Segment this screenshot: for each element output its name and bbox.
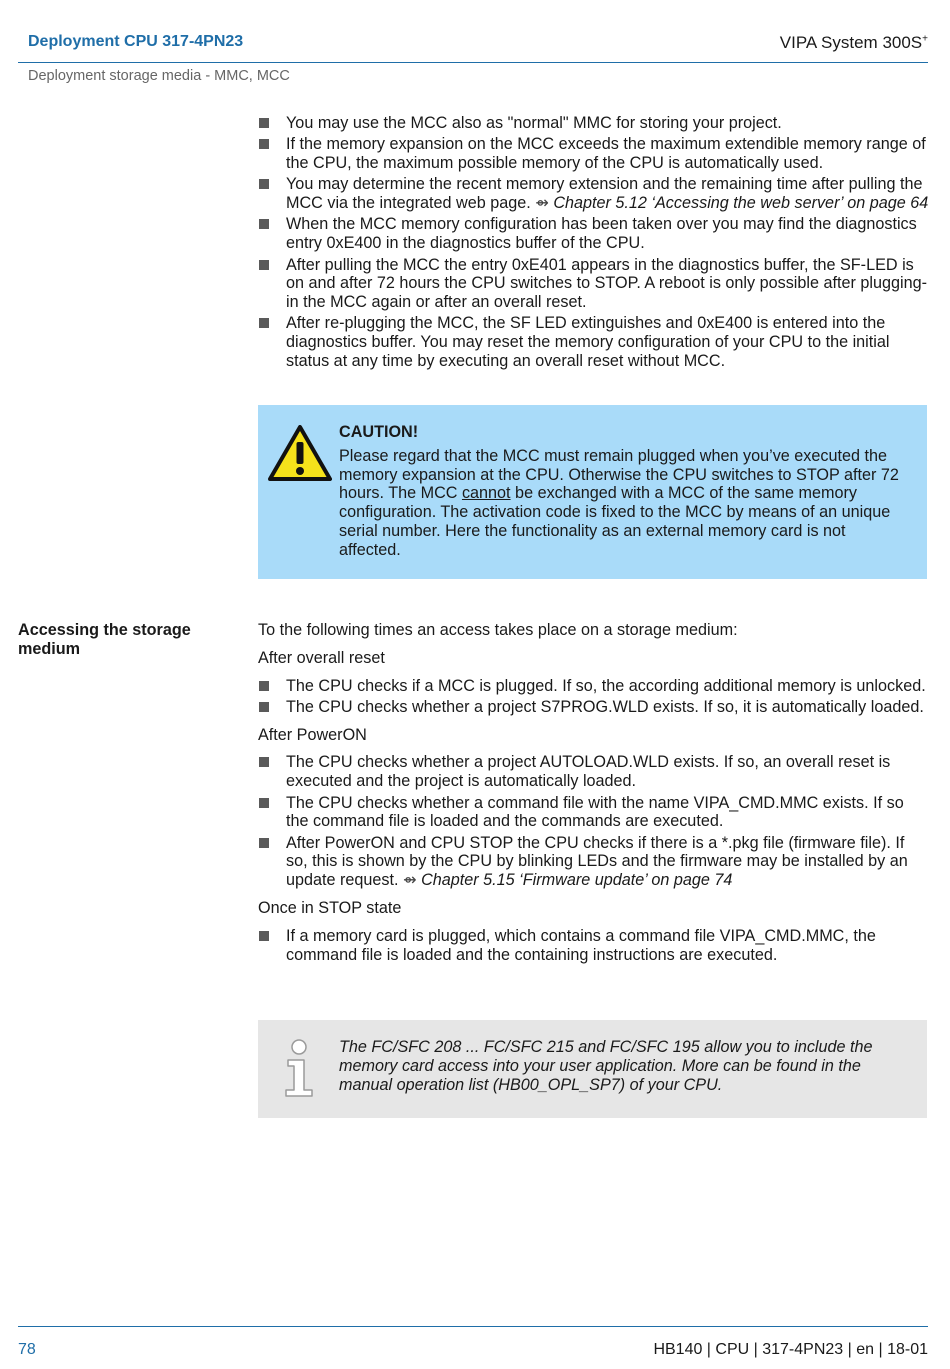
square-bullet-icon: [259, 318, 269, 328]
square-bullet-icon: [259, 702, 269, 712]
square-bullet-icon: [259, 179, 269, 189]
header-divider: [18, 62, 928, 63]
header-product-name: VIPA System 300S: [779, 33, 923, 52]
square-bullet-icon: [259, 798, 269, 808]
list-item: You may use the MCC also as "normal" MMC for storing your project.: [258, 114, 930, 133]
square-bullet-icon: [259, 118, 269, 128]
header-product-sup: +: [922, 33, 928, 45]
caution-content: [339, 423, 899, 560]
reference-arrow-icon: ⇴: [403, 871, 417, 890]
caution-title: CAUTION!: [339, 423, 419, 441]
caution-text: Please regard that the MCC must remain plugged when you’ve executed the memory expansion at the CPU. Otherwise the CPU switches to STOP after 72 hours. The MCC cannot be exchanged with a MCC of the same memory configuration. The activation code is fixed to the MCC by means of an unique serial number. Here the functionality as an external memory card is not affected.: [339, 446, 899, 559]
section-intro: To the following times an access takes place on a storage medium:: [258, 621, 738, 639]
header-chapter-title: Deployment CPU 317-4PN23: [28, 33, 244, 50]
square-bullet-icon: [259, 260, 269, 270]
list-item: After PowerON and CPU STOP the CPU checks if there is a *.pkg file (firmware file). If so, this is shown by the CPU by blinking LEDs and the firmware may be installed by an update request. ⇴ Chapter 5.15 ‘Firmware update’ on page 74: [258, 834, 930, 890]
list-item: If a memory card is plugged, which contains a command file VIPA_CMD.MMC, the command file is loaded and the containing instructions are executed.: [258, 927, 930, 965]
footer-divider: [18, 1326, 928, 1327]
square-bullet-icon: [259, 838, 269, 848]
stop-state-heading: Once in STOP state: [258, 899, 402, 918]
overall-reset-list: [258, 677, 930, 717]
storage-access-section: [258, 621, 930, 967]
square-bullet-icon: [259, 681, 269, 691]
list-item: The CPU checks whether a command file with the name VIPA_CMD.MMC exists. If so the command file is loaded and the commands are executed.: [258, 794, 930, 832]
stop-state-list: [258, 927, 930, 965]
square-bullet-icon: [259, 139, 269, 149]
warning-triangle-icon: [268, 425, 332, 481]
list-item: The CPU checks whether a project S7PROG.WLD exists. If so, it is automatically loaded.: [258, 698, 930, 717]
header-product-title: [780, 33, 928, 53]
list-item: If the memory expansion on the MCC exceeds the maximum extendible memory range of the CPU, the maximum possible memory of the CPU is automatically used.: [258, 135, 930, 173]
header-subtitle: Deployment storage media - MMC, MCC: [28, 68, 290, 84]
mcc-notes-section: [258, 114, 930, 373]
caution-emphasis: cannot: [461, 484, 511, 503]
page-number: 78: [18, 1341, 36, 1358]
square-bullet-icon: [259, 757, 269, 767]
poweron-list: [258, 753, 930, 890]
list-item: When the MCC memory configuration has been taken over you may find the diagnostics entry 0xE400 in the diagnostics buffer of the CPU.: [258, 215, 930, 253]
section-side-title: Accessing the storage medium: [18, 621, 191, 658]
info-text: The FC/SFC 208 ... FC/SFC 215 and FC/SFC 195 allow you to include the memory card access into your user application. More can be found in the manual operation list (HB00_OPL_SP7) of your CPU.: [339, 1038, 873, 1094]
info-icon: [282, 1038, 316, 1098]
square-bullet-icon: [259, 219, 269, 229]
chapter-reference-link[interactable]: ⇴ Chapter 5.15 ‘Firmware update’ on page 74: [403, 871, 733, 890]
chapter-reference-link[interactable]: ⇴ Chapter 5.12 ‘Accessing the web server’ on page 64: [535, 194, 929, 213]
list-item: After re-plugging the MCC, the SF LED extinguishes and 0xE400 is entered into the diagnostics buffer. You may reset the memory configuration of your CPU to the initial status at any time by executing an overall reset without MCC.: [258, 314, 930, 370]
mcc-notes-list: [258, 114, 930, 371]
caution-box: [258, 405, 927, 579]
reference-arrow-icon: ⇴: [535, 194, 549, 213]
info-box: [258, 1020, 927, 1118]
list-item: The CPU checks if a MCC is plugged. If so, the according additional memory is unlocked.: [258, 677, 930, 696]
list-item: The CPU checks whether a project AUTOLOAD.WLD exists. If so, an overall reset is executed and the project is automatically loaded.: [258, 753, 930, 791]
document-reference: HB140 | CPU | 317-4PN23 | en | 18-01: [653, 1341, 928, 1358]
poweron-heading: After PowerON: [258, 725, 367, 744]
square-bullet-icon: [259, 931, 269, 941]
overall-reset-heading: After overall reset: [258, 648, 385, 667]
list-item: You may determine the recent memory extension and the remaining time after pulling the MCC via the integrated web page. ⇴ Chapter 5.12 ‘Accessing the web server’ on page 64: [258, 175, 930, 213]
list-item: After pulling the MCC the entry 0xE401 appears in the diagnostics buffer, the SF-LED is on and after 72 hours the CPU switches to STOP. A reboot is only possible after plugging-in the MCC again or after an overall reset.: [258, 256, 930, 312]
